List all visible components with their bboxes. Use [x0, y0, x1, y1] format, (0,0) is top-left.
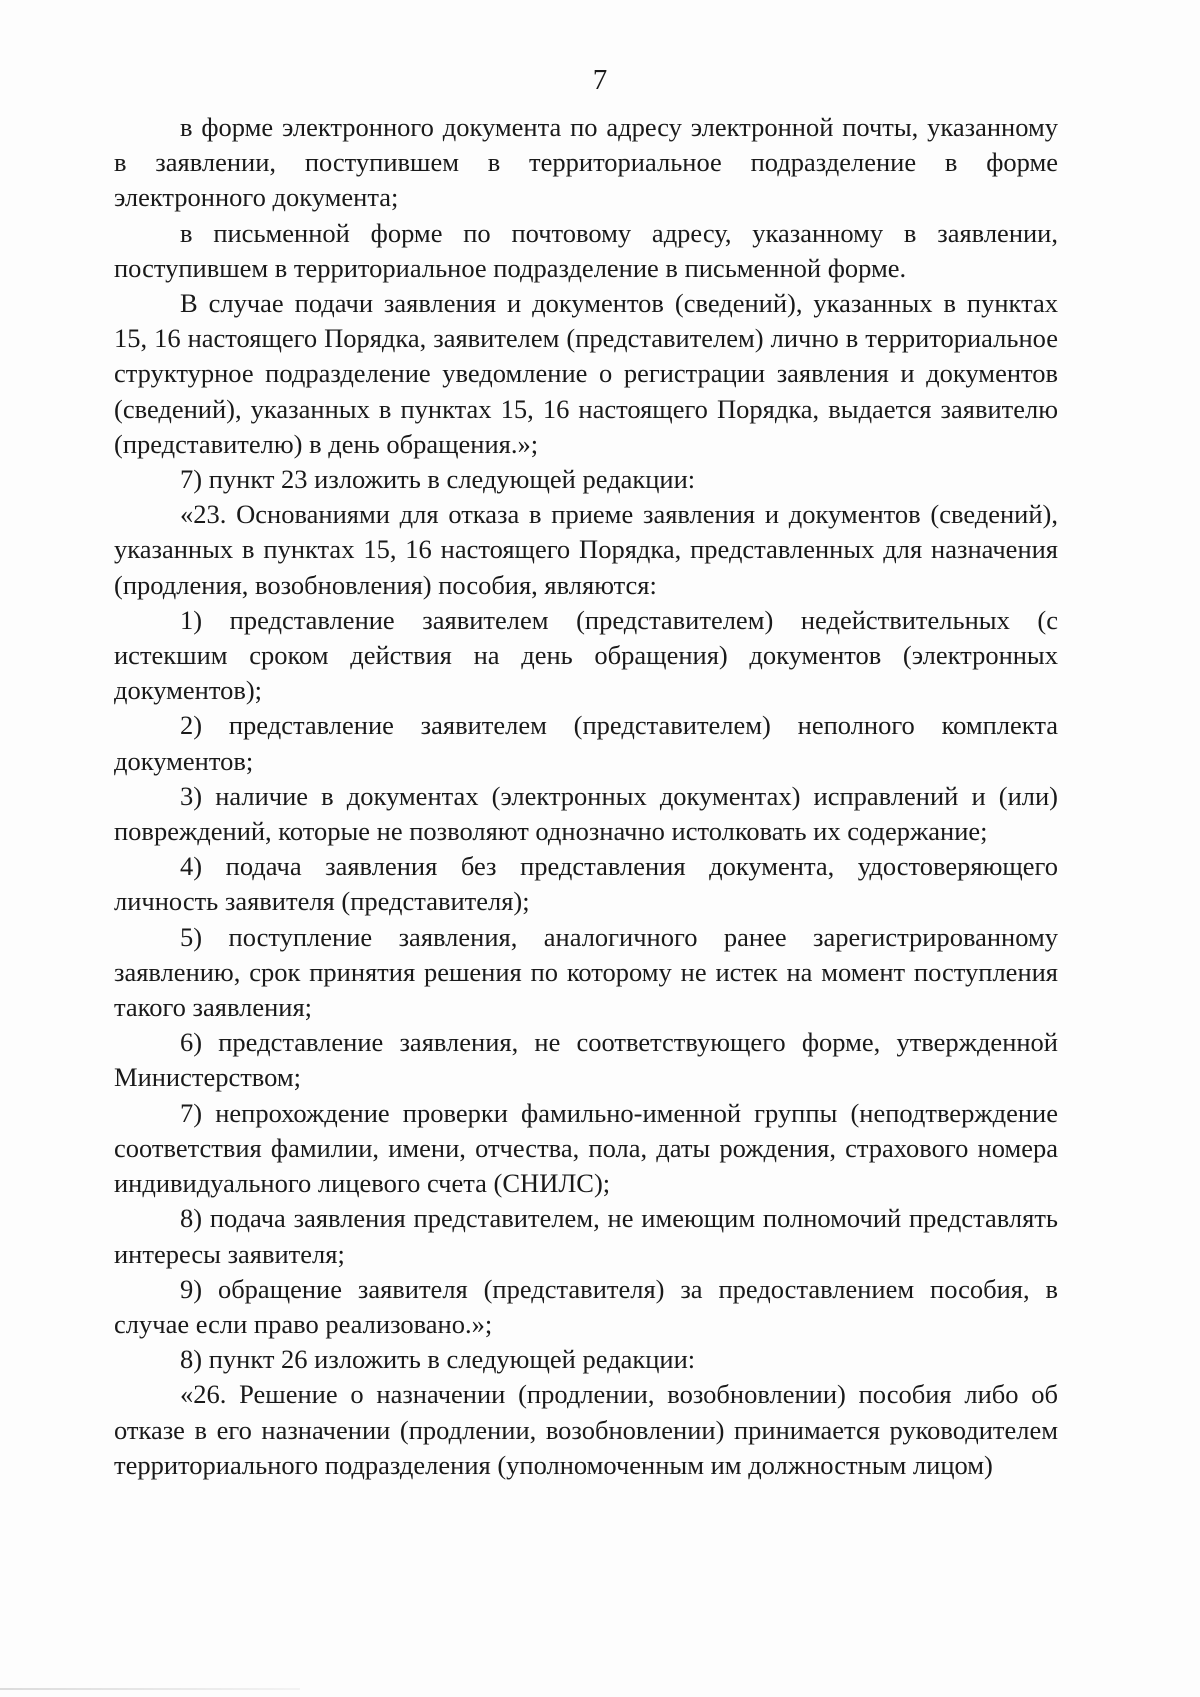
list-item-9: 9) обращение заявителя (представителя) за предоставлением пособия, в случае если право реализовано.»; [114, 1273, 1058, 1339]
paragraph-written-form: в письменной форме по почтовому адресу, указанному в заявлении, поступившем в территориальное подразделение в письменной форме. [114, 217, 1058, 283]
paragraph-electronic-form: в форме электронного документа по адресу электронной почты, указанному в заявлении, поступившем в территориальное подразделение в форме электронного документа; [114, 112, 1058, 213]
paragraph-notification-in-person: В случае подачи заявления и документов (сведений), указанных в пунктах 15, 16 настоящего Порядка, заявителем (представителем) лично в территориальное структурное подразделение уведомление о регистрации заявления и документов (сведений), указанных в пунктах 15, 16 настоящего Порядка, выдается заявителю (представителю) в день обращения.»; [114, 288, 1058, 459]
list-item-2: 2) представление заявителем (представителем) неполного комплекта документов; [114, 710, 1058, 776]
paragraph-item-23-intro: 7) пункт 23 изложить в следующей редакции: [180, 464, 696, 495]
list-item-8: 8) подача заявления представителем, не имеющим полномочий представлять интересы заявителя; [114, 1203, 1058, 1269]
list-item-4: 4) подача заявления без представления документа, удостоверяющего личность заявителя (представителя); [114, 851, 1058, 917]
paragraph-item-23-grounds: «23. Основаниями для отказа в приеме заявления и документов (сведений), указанных в пунктах 15, 16 настоящего Порядка, представленных для назначения (продления, возобновления) пособия, являются: [114, 499, 1058, 600]
list-item-5: 5) поступление заявления, аналогичного ранее зарегистрированному заявлению, срок принятия решения по которому не истек на момент поступления такого заявления; [114, 921, 1058, 1023]
list-item-6: 6) представление заявления, не соответствующего форме, утвержденной Министерством; [114, 1027, 1058, 1093]
paragraph-item-26-intro: 8) пункт 26 изложить в следующей редакции: [180, 1344, 696, 1375]
list-item-3: 3) наличие в документах (электронных документах) исправлений и (или) повреждений, которые не позволяют однозначно истолковать их содержание; [114, 780, 1058, 847]
list-item-7: 7) непрохождение проверки фамильно-именной группы (неподтверждение соответствия фамилии, имени, отчества, пола, даты рождения, страхового номера индивидуального лицевого счета (СНИЛС); [114, 1097, 1058, 1199]
paragraph-item-26-decision: «26. Решение о назначении (продлении, возобновлении) пособия либо об отказе в его назначении (продлении, возобновлении) принимается руководителем территориального подразделения (уполномоченным им должностным лицом) [114, 1379, 1058, 1480]
list-item-1: 1) представление заявителем (представителем) недействительных (с истекшим сроком действия на день обращения) документов (электронных документов); [114, 604, 1058, 706]
document-body [114, 110, 1058, 1483]
page-number: 7 [592, 64, 608, 96]
scan-artifact-line [0, 1688, 300, 1690]
